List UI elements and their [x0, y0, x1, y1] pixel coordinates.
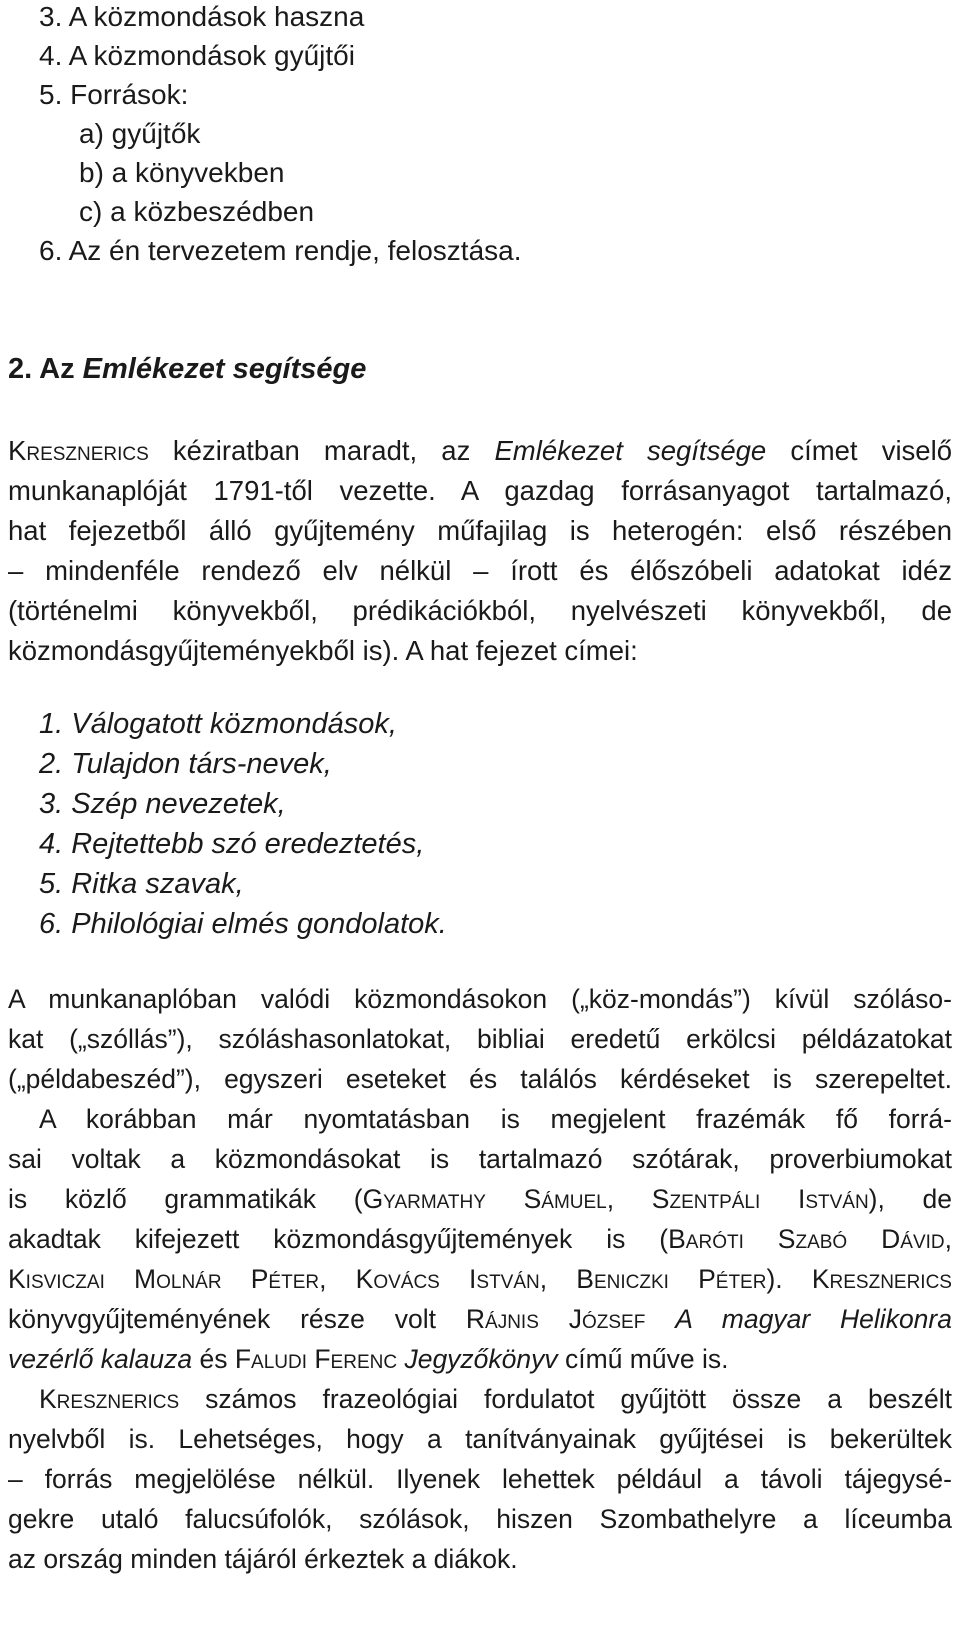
text-line: kat („szóllás”), szóláshasonlatokat, bibliai eredetű erkölcsi példázatokat [8, 1024, 952, 1054]
text-run: , [944, 1224, 952, 1254]
text-run: ). [766, 1264, 812, 1294]
chapter-title: 3. Szép nevezetek, [39, 788, 286, 820]
text-run: számos frazeológiai fordulatot gyűjtött össze a beszélt [179, 1384, 952, 1414]
text-line: („példabeszéd”), egyszeri eseteket és találós kérdéseket is szerepeltet. [8, 1064, 952, 1094]
author-name: Kresznerics [8, 435, 149, 466]
section-title: Emlékezet segítsége [82, 353, 367, 385]
text-run: és [192, 1344, 235, 1374]
outline-item [39, 75, 188, 115]
outline-item [39, 231, 522, 271]
author-name: Rájnis József [465, 1304, 646, 1334]
author-name: Faludi Ferenc [234, 1344, 398, 1374]
chapter-title: 4. Rejtettebb szó eredeztetés, [39, 828, 425, 860]
chapter-title: 1. Válogatott közmondások, [39, 708, 397, 740]
outline-item-number: 3. [39, 1, 63, 32]
author-name: Gyarmathy Sámuel [362, 1184, 607, 1214]
outline-subitem [79, 114, 200, 154]
section-heading [8, 349, 366, 389]
outline-item-number: 6. [39, 235, 63, 266]
text-line: munkanaplóját 1791-től vezette. A gazdag forrásanyagot tartalmazó, [8, 475, 952, 506]
text-line [8, 1179, 952, 1219]
text-line: közmondásgyűjteményekből is). A hat fejezet címei: [8, 635, 638, 666]
outline-item [39, 0, 364, 37]
text-line: sai voltak a közmondásokat is tartalmazó szótárak, proverbiumokat [8, 1144, 952, 1174]
text-line: (történelmi könyvekből, prédikációkból, nyelvészeti könyvekből, de [8, 595, 952, 626]
text-run: címet viselő [766, 435, 952, 466]
text-line: A korábban már nyomtatásban is megjelent frazémák fő forrá- [39, 1104, 952, 1134]
text-line [8, 1259, 952, 1299]
outline-item-number: 5. [39, 79, 63, 110]
text-line [8, 1219, 952, 1259]
text-run: kéziratban maradt, az [148, 435, 495, 466]
outline-item-text: c) a közbeszédben [79, 196, 315, 227]
text-run: ), de [868, 1184, 953, 1214]
outline-item-text: b) a könyvekben [79, 157, 285, 188]
text-run: is közlő grammatikák ( [8, 1184, 363, 1214]
author-name: Kresznerics [811, 1264, 952, 1294]
outline-item-text: A közmondások haszna [68, 1, 365, 32]
outline-item-text: Az én tervezetem rendje, felosztása. [68, 235, 522, 266]
text-line [39, 1379, 952, 1419]
text-line: az ország minden tájáról érkeztek a diákok. [8, 1544, 518, 1574]
text-run: , [319, 1264, 356, 1294]
author-name: Baróti Szabó Dávid [668, 1224, 945, 1254]
chapter-title: 2. Tulajdon társ-nevek, [39, 748, 332, 780]
text-line [8, 1299, 952, 1339]
text-line: gekre utaló falucsúfolók, szólások, hiszen Szombathelyre a líceumba [8, 1504, 952, 1534]
work-title: Emlékezet segítsége [494, 435, 767, 466]
author-name: Beniczki Péter [576, 1264, 767, 1294]
outline-item-text: a) gyűjtők [79, 118, 201, 149]
text-line: nyelvből is. Lehetséges, hogy a tanítványainak gyűjtései is bekerültek [8, 1424, 952, 1454]
outline-subitem [79, 192, 314, 232]
chapter-title: 5. Ritka szavak, [39, 868, 244, 900]
author-name: Kisviczai Molnár Péter [8, 1264, 320, 1294]
text-run: című műve is. [557, 1344, 729, 1374]
text-line [8, 1339, 952, 1379]
text-run [645, 1304, 675, 1334]
text-line: – mindenféle rendező elv nélkül – írott és élőszóbeli adatokat idéz [8, 555, 952, 586]
work-title: A magyar Helikonra [675, 1304, 952, 1334]
text-line: A munkanaplóban valódi közmondásokon („köz-mondás”) kívül szóláso- [8, 984, 952, 1014]
outline-item-text: A közmondások gyűjtői [68, 40, 355, 71]
author-name: Szentpáli István [651, 1184, 869, 1214]
chapter-title: 6. Philológiai elmés gondolatok. [39, 908, 447, 940]
outline-item-text: Források: [70, 79, 189, 110]
outline-subitem [79, 153, 284, 193]
outline-item-number: 4. [39, 40, 63, 71]
author-name: Kresznerics [39, 1384, 180, 1414]
text-line [8, 431, 952, 471]
work-title: vezérlő kalauza [8, 1344, 193, 1374]
text-run: , [606, 1184, 652, 1214]
text-line: hat fejezetből álló gyűjtemény műfajilag is heterogén: első részében [8, 515, 952, 546]
outline-item [39, 36, 355, 76]
work-title: Jegyzőkönyv [404, 1344, 558, 1374]
text-run: könyvgyűjteményének része volt [8, 1304, 466, 1334]
section-number: 2. Az [8, 353, 83, 385]
text-line: – forrás megjelölése nélkül. Ilyenek lehettek például a távoli tájegysé- [8, 1464, 952, 1494]
text-run: akadtak kifejezett közmondásgyűjtemények is ( [8, 1224, 669, 1254]
text-run: , [539, 1264, 577, 1294]
author-name: Kovács István [355, 1264, 540, 1294]
